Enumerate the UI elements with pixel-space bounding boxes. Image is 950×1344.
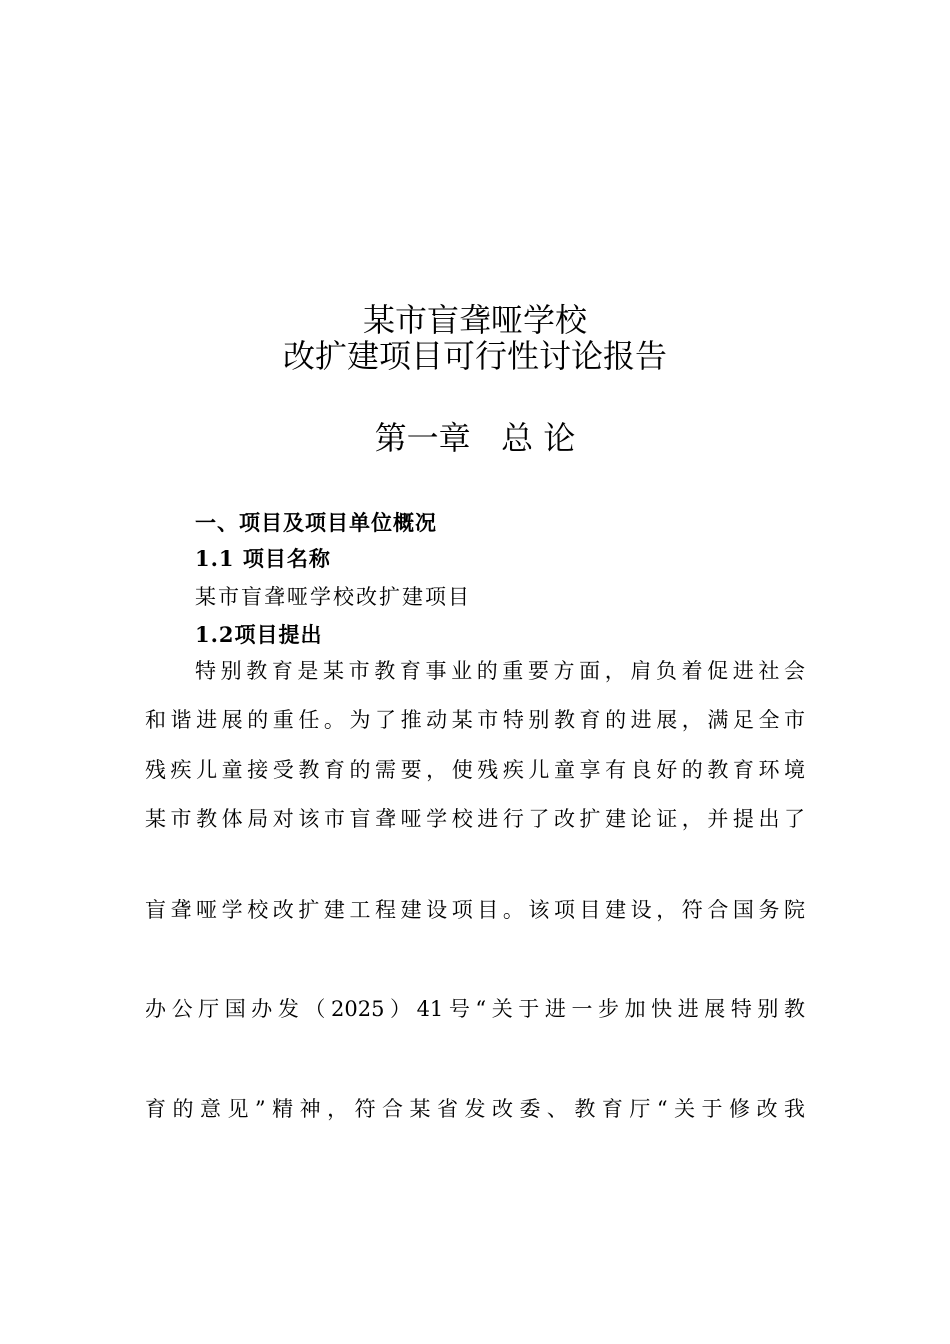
paragraph-line: 育的意见”精神，符合某省发改委、教育厅“关于修改我 <box>145 1097 805 1121</box>
paragraph-line: 和谐进展的重任。为了推动某市特别教育的进展，满足全市 <box>145 708 805 732</box>
subsection-heading-project-name: 1.1 项目名称 <box>195 546 331 571</box>
paragraph-line: 盲聋哑学校改扩建工程建设项目。该项目建设，符合国务院 <box>145 898 805 922</box>
paragraph-line: 办公厅国办发（2025）41号“关于进一步加快进展特别教 <box>145 997 805 1021</box>
chapter-heading: 第一章 总 论 <box>374 419 576 457</box>
subsection-heading-project-proposal: 1.2项目提出 <box>195 622 323 647</box>
project-name-text: 某市盲聋哑学校改扩建项目 <box>195 585 471 609</box>
document-title-line-1: 某市盲聋哑学校 <box>362 301 587 339</box>
document-title-line-2: 改扩建项目可行性讨论报告 <box>282 337 667 375</box>
paragraph-line: 某市教体局对该市盲聋哑学校进行了改扩建论证，并提出了 <box>145 807 805 831</box>
section-heading: 一、项目及项目单位概况 <box>195 510 437 535</box>
paragraph-line: 残疾儿童接受教育的需要，使残疾儿童享有良好的教育环境 <box>145 758 805 782</box>
paragraph-line: 特别教育是某市教育事业的重要方面，肩负着促进社会 <box>195 659 805 683</box>
